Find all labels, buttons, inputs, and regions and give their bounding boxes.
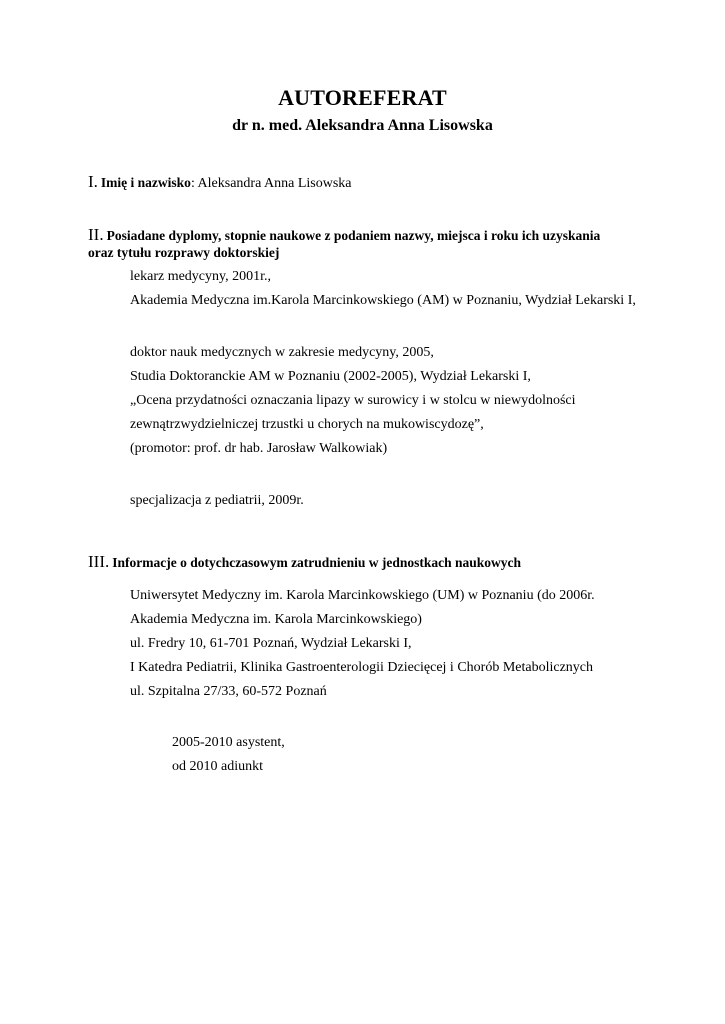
section-2-number: II. xyxy=(88,225,104,244)
text-line: ul. Fredry 10, 61-701 Poznań, Wydział Lekarski I, xyxy=(130,636,412,651)
document-title: AUTOREFERAT xyxy=(278,85,447,110)
text-line: I Katedra Pediatrii, Klinika Gastroenterologii Dziecięcej i Chorób Metabolicznych xyxy=(130,660,594,675)
section-1-value: : Aleksandra Anna Lisowska xyxy=(190,176,352,191)
text-line: zewnątrzwydzielniczej trzustki u chorych na mukowiscydozę”, xyxy=(130,417,484,432)
text-line: Akademia Medyczna im. Karola Marcinkowskiego) xyxy=(130,612,422,627)
diploma-medical-doctor xyxy=(130,265,670,313)
text-line: od 2010 adiunkt xyxy=(172,759,263,774)
text-line: Akademia Medyczna im.Karola Marcinkowskiego (AM) w Poznaniu, Wydział Lekarski I, xyxy=(130,293,636,308)
section-1-heading xyxy=(88,173,648,192)
document-subtitle: dr n. med. Aleksandra Anna Lisowska xyxy=(232,117,493,134)
diploma-specialization xyxy=(130,489,670,513)
diploma-phd xyxy=(130,341,670,461)
section-2-heading-line2: oraz tytułu rozprawy doktorskiej xyxy=(88,245,280,260)
text-line: Studia Doktoranckie AM w Poznaniu (2002-2005), Wydział Lekarski I, xyxy=(130,369,531,384)
text-line: 2005-2010 asystent, xyxy=(172,735,285,750)
section-2-heading xyxy=(88,226,648,261)
section-3-heading xyxy=(88,553,648,571)
text-line: Uniwersytet Medyczny im. Karola Marcinkowskiego (UM) w Poznaniu (do 2006r. xyxy=(130,588,595,603)
section-3-number: III. xyxy=(88,552,110,571)
text-line: doktor nauk medycznych w zakresie medycyny, 2005, xyxy=(130,345,434,360)
text-line: ul. Szpitalna 27/33, 60-572 Poznań xyxy=(130,684,327,699)
positions-block xyxy=(172,731,712,779)
text-line: (promotor: prof. dr hab. Jarosław Walkowiak) xyxy=(130,441,388,456)
section-3-heading-text: Informacje o dotychczasowym zatrudnieniu w jednostkach naukowych xyxy=(112,555,521,570)
employer-block xyxy=(130,584,670,704)
text-line: „Ocena przydatności oznaczania lipazy w surowicy i w stolcu w niewydolności xyxy=(130,393,576,408)
section-1-number: I. xyxy=(88,172,98,191)
text-line: specjalizacja z pediatrii, 2009r. xyxy=(130,493,304,508)
text-line: lekarz medycyny, 2001r., xyxy=(130,269,271,284)
section-1-label: Imię i nazwisko xyxy=(100,175,191,190)
section-2-heading-line1: Posiadane dyplomy, stopnie naukowe z podaniem nazwy, miejsca i roku ich uzyskania xyxy=(106,228,601,243)
